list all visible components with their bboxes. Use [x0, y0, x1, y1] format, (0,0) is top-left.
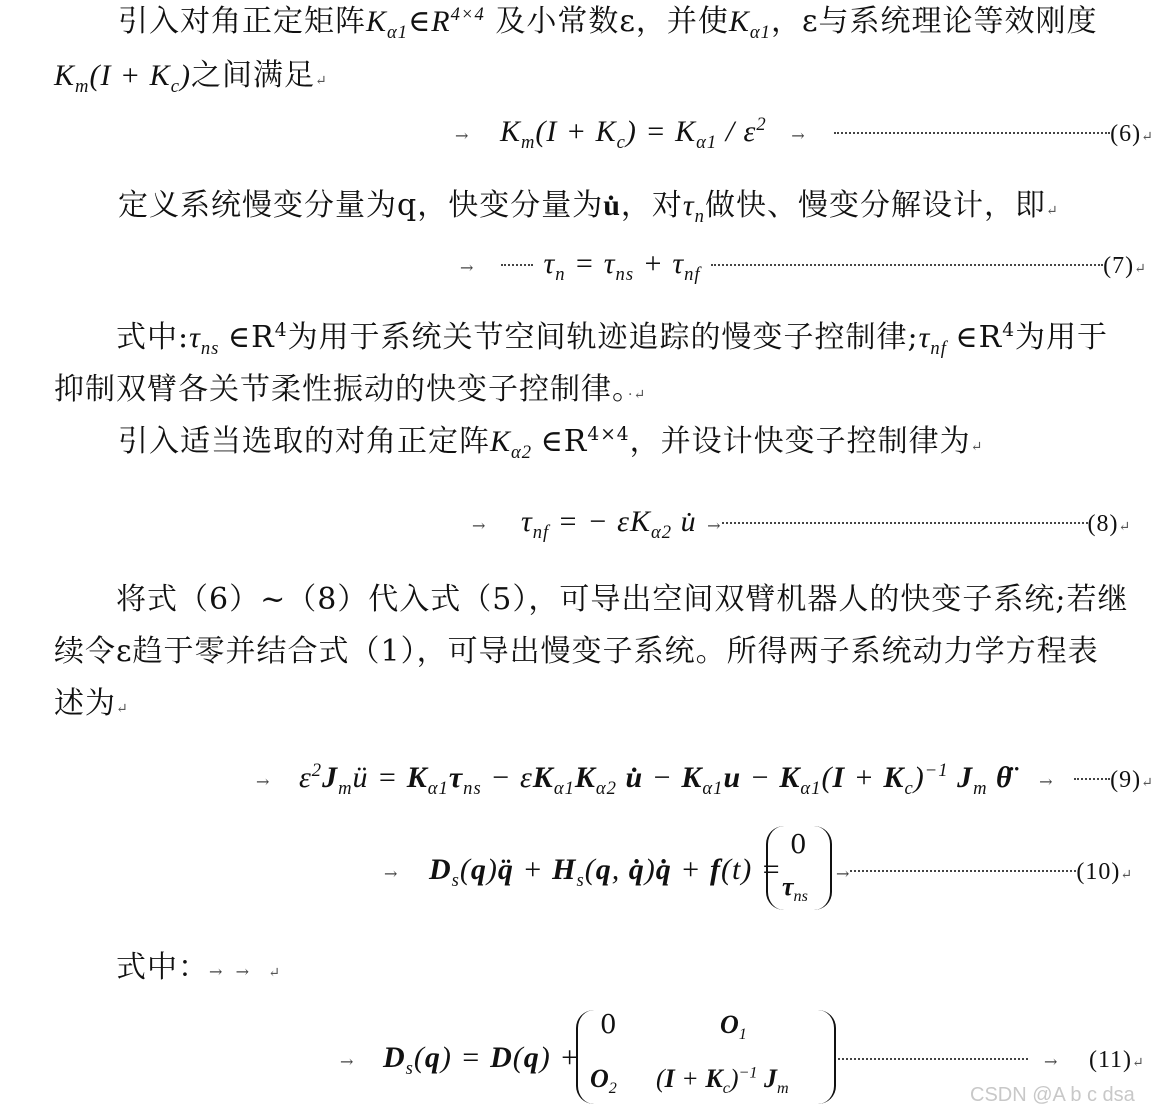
paragraph-mark: ↵ — [268, 965, 281, 981]
paragraph-3-line-2 — [54, 370, 646, 415]
paragraph-mark: ↵ — [970, 439, 984, 455]
paragraph-6 — [116, 948, 281, 993]
paragraph-mark: ↵ — [1132, 1055, 1145, 1071]
eq6-tag: (6) — [1110, 121, 1142, 147]
tab-arrow: → — [1039, 772, 1054, 791]
math-tau-nf-in-r4: $\tau_{nf}$ ∈ — [918, 321, 979, 359]
math-r4x4: $R^{4\times 4}$ — [431, 4, 485, 38]
text: 引入对角正定矩阵 — [118, 4, 366, 39]
text: 及小常数ε，并使 — [495, 4, 729, 39]
equation-11 — [340, 1038, 581, 1082]
eq10-matrix-top: 0 — [790, 830, 807, 860]
math-k-alpha2: $K_{\alpha 2}$ ∈ — [490, 425, 564, 463]
text: 为用于 — [1015, 320, 1109, 355]
paragraph-mark: ↵ — [1045, 203, 1059, 219]
paragraph-mark: ↵ — [116, 701, 129, 717]
text: ，对 — [620, 188, 683, 223]
dot-leader — [722, 522, 1088, 524]
tab-arrow: → — [455, 126, 470, 145]
tab-arrow: → → — [209, 962, 269, 981]
equation-6 — [455, 112, 1154, 157]
paragraph-1-line-2 — [54, 56, 328, 101]
text: 为用于系统关节空间轨迹追踪的慢变子控制律; — [287, 320, 919, 355]
paragraph-3-line-1 — [116, 318, 1108, 358]
text: 抑制双臂各关节柔性振动的快变子控制律。 — [54, 372, 628, 407]
equation-8 — [472, 502, 1131, 547]
paragraph-5-line-2 — [54, 632, 1099, 672]
dot-leader — [834, 132, 1110, 134]
dot-leader — [1074, 778, 1110, 780]
eq10-tag: (10) — [1076, 859, 1121, 885]
dot-leader — [501, 264, 533, 266]
dot-leader — [850, 870, 1076, 872]
math-k-alpha1: $K_{\alpha 1}$ — [366, 5, 409, 43]
text: 定义系统慢变分量为q，快变分量为 — [118, 188, 604, 223]
paragraph-5-line-1 — [116, 580, 1129, 620]
text: 式中： — [116, 950, 209, 985]
eq9-tag: (9) — [1110, 767, 1142, 793]
paragraph-mark: ↵ — [1120, 867, 1134, 883]
eq10-matrix-bottom: $\tau_{ns}$ — [782, 872, 808, 906]
text: ，并设计快变子控制律为 — [629, 424, 971, 459]
eq8-body: $\tau_{nf}$ = − $\varepsilon K_{\alpha 2}$ u̇ — [520, 505, 697, 543]
math-tau-ns-in-r4: $\tau_{ns}$ ∈ — [189, 321, 252, 359]
equation-9 — [256, 758, 1154, 803]
paragraph-mark: ↵ — [1141, 129, 1154, 145]
paragraph-mark: ↵ — [314, 73, 328, 89]
equation-11-tag-line — [838, 1038, 1145, 1083]
equation-7 — [460, 244, 1147, 289]
math-r4: $R^4$ — [251, 320, 288, 355]
paragraph-mark: ↵ — [1134, 261, 1147, 277]
text: 引入适当选取的对角正定阵 — [118, 424, 490, 459]
tab-arrow: → — [836, 864, 851, 883]
dot-leader — [711, 264, 1103, 266]
eq11-matrix-10: $O_2$ — [590, 1064, 617, 1098]
text: ，ε与系统理论等效刚度 — [770, 4, 1098, 39]
paragraph-5-line-3 — [54, 684, 129, 729]
eq11-tag: (11) — [1088, 1047, 1133, 1073]
paragraph-2 — [118, 186, 1059, 231]
tab-arrow: → — [384, 864, 399, 883]
dot-leader — [838, 1058, 1028, 1060]
text: 式中: — [116, 320, 190, 355]
text: 做快、慢变分解设计，即 — [704, 188, 1046, 223]
eq6-body: $K_m(I + K_c) = K_{\alpha 1} / \varepsilon^2$ — [499, 114, 767, 153]
paragraph-mark: ↵ — [1118, 519, 1132, 535]
paragraph-1-line-1 — [118, 2, 1098, 42]
math-u-dot: u̇ — [603, 189, 621, 222]
text: 述为 — [54, 686, 116, 721]
text: 将式（6）~（8）代入式（5），可导出空间双臂机器人的快变子系统;若继 — [116, 582, 1129, 617]
tab-arrow: → — [1044, 1052, 1059, 1071]
math-k-alpha1: $K_{\alpha 1}$ — [728, 5, 771, 43]
eq9-body: $\varepsilon^2J_mü = K_{\alpha 1}\tau_{ns} - \varepsilon K_{\alpha 1}K_{\alpha 2}$ u̇ − $K_{\alpha 1}u - K_{\alpha 1}(I + K_c)^{-1}$ $J_m$ θ̈ — [298, 760, 1013, 799]
tab-arrow: → — [472, 516, 487, 535]
tab-arrow: → — [707, 516, 722, 535]
text: 之间满足 — [190, 58, 315, 93]
paragraph-mark: ↵ — [1141, 775, 1154, 791]
equation-10 — [384, 850, 782, 894]
tab-arrow: → — [340, 1052, 355, 1071]
eq11-matrix-01: $O_1$ — [720, 1010, 747, 1044]
eq11-matrix-00: 0 — [600, 1010, 617, 1040]
tab-arrow: → — [256, 772, 271, 791]
eq7-body: $\tau_n = \tau_{ns} + \tau_{nf}$ — [543, 247, 701, 285]
math-r4x4: $R^{4\times 4}$ — [563, 424, 630, 459]
eq11-matrix-11: $(I + K_c)^{-1}$ $J_m$ — [656, 1064, 789, 1098]
math-tau-n: $\tau_n$ — [682, 189, 705, 227]
tab-arrow: → — [460, 258, 475, 277]
text: 续令ε趋于零并结合式（1），可导出慢变子系统。所得两子系统动力学方程表 — [54, 634, 1099, 669]
equation-10-tag-line — [836, 850, 1133, 895]
math-in: ∈ — [408, 5, 432, 38]
eq7-tag: (7) — [1103, 253, 1135, 279]
math-r4: $R^4$ — [978, 320, 1016, 355]
csdn-watermark: CSDN @A b c dsa — [970, 1084, 1135, 1106]
paragraph-4 — [118, 422, 983, 467]
eq11-body: $D_s(q) = D(q)$ + — [382, 1041, 581, 1079]
eq10-body: $D_s(q)q̈ + H_s(q$, q̇)q̇ + f(t) = — [428, 853, 783, 891]
tab-arrow: → — [791, 126, 806, 145]
math-km-i-kc: $K_m(I + K_c)$ — [54, 59, 191, 97]
paragraph-mark: ·↵ — [628, 387, 647, 403]
eq8-tag: (8) — [1087, 511, 1119, 537]
